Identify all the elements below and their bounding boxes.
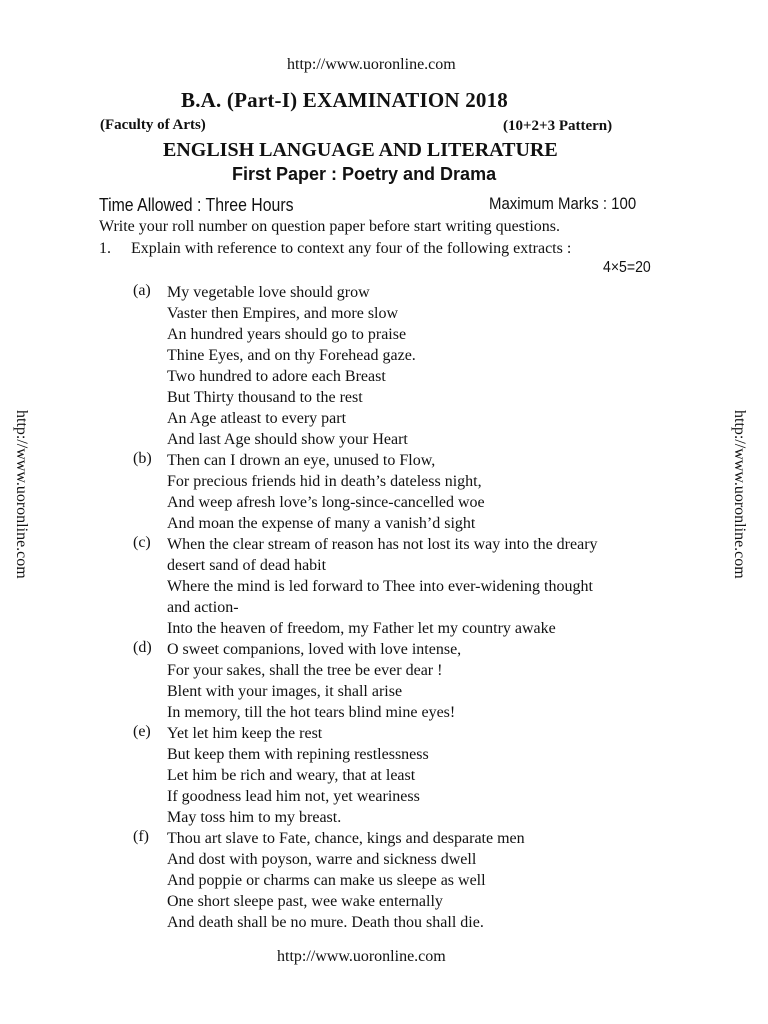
- question-text: Explain with reference to context any four of the following extracts :: [131, 240, 572, 257]
- extract-line: May toss him to my breast.: [167, 809, 342, 826]
- faculty-label: (Faculty of Arts): [100, 117, 206, 133]
- extract-line: desert sand of dead habit: [167, 557, 327, 574]
- extract-label: (f): [133, 828, 149, 845]
- extract-label: (d): [133, 639, 152, 656]
- instruction-text: Write your roll number on question paper before start writing questions.: [99, 218, 561, 235]
- time-allowed: Time Allowed : Three Hours: [99, 195, 294, 215]
- extract-line: And moan the expense of many a vanish’d sight: [167, 515, 476, 532]
- max-marks: Maximum Marks : 100: [489, 194, 637, 213]
- extract-line: Two hundred to adore each Breast: [167, 368, 386, 385]
- extract-d: [133, 639, 598, 723]
- extract-line: And death shall be no mure. Death thou shall die.: [167, 914, 484, 931]
- right-url-watermark: http://www.uoronline.com: [731, 410, 748, 579]
- left-url-watermark: http://www.uoronline.com: [13, 410, 30, 579]
- subject-title: ENGLISH LANGUAGE AND LITERATURE: [163, 139, 558, 161]
- extract-line: Thine Eyes, and on thy Forehead gaze.: [167, 347, 416, 364]
- extract-label: (c): [133, 534, 151, 551]
- extract-label: (b): [133, 450, 152, 467]
- extracts-list: [133, 282, 598, 933]
- exam-title: B.A. (Part-I) EXAMINATION 2018: [181, 88, 508, 112]
- extract-line: For your sakes, shall the tree be ever dear !: [167, 662, 443, 679]
- extract-line: And weep afresh love’s long-since-cancelled woe: [167, 494, 485, 511]
- extract-line: Into the heaven of freedom, my Father let my country awake: [167, 620, 556, 637]
- extract-line: If goodness lead him not, yet weariness: [167, 788, 420, 805]
- extract-line: One short sleepe past, wee wake enternally: [167, 893, 443, 910]
- question-marks: 4×5=20: [603, 259, 651, 276]
- extract-a: [133, 282, 598, 450]
- extract-line: Let him be rich and weary, that at least: [167, 767, 416, 784]
- extract-line: For precious friends hid in death’s dateless night,: [167, 473, 482, 490]
- extract-f: [133, 828, 598, 933]
- extract-line: My vegetable love should grow: [167, 284, 370, 301]
- bottom-url-watermark: http://www.uoronline.com: [277, 948, 446, 965]
- paper-title: First Paper : Poetry and Drama: [232, 164, 497, 184]
- extract-line: Where the mind is led forward to Thee into ever-widening thought: [167, 578, 593, 595]
- extract-line: But Thirty thousand to the rest: [167, 389, 363, 406]
- extract-line: And poppie or charms can make us sleepe as well: [167, 872, 486, 889]
- extract-line: Vaster then Empires, and more slow: [167, 305, 399, 322]
- extract-b: [133, 450, 598, 534]
- extract-line: An hundred years should go to praise: [167, 326, 407, 343]
- top-url-watermark: http://www.uoronline.com: [287, 56, 456, 73]
- extract-line: Then can I drown an eye, unused to Flow,: [167, 452, 436, 469]
- extract-line: Thou art slave to Fate, chance, kings and desparate men: [167, 830, 525, 847]
- extract-label: (e): [133, 723, 151, 740]
- extract-c: [133, 534, 598, 639]
- extract-line: Yet let him keep the rest: [167, 725, 323, 742]
- extract-line: And last Age should show your Heart: [167, 431, 408, 448]
- extract-label: (a): [133, 282, 151, 299]
- extract-line: and action-: [167, 599, 239, 616]
- pattern-label: (10+2+3 Pattern): [503, 118, 613, 134]
- extract-line: Blent with your images, it shall arise: [167, 683, 403, 700]
- extract-line: O sweet companions, loved with love intense,: [167, 641, 462, 658]
- question-number: 1.: [99, 240, 111, 257]
- extract-line: And dost with poyson, warre and sickness dwell: [167, 851, 477, 868]
- extract-line: When the clear stream of reason has not lost its way into the dreary: [167, 536, 598, 553]
- extract-e: [133, 723, 598, 828]
- extract-line: In memory, till the hot tears blind mine eyes!: [167, 704, 456, 721]
- extract-line: But keep them with repining restlessness: [167, 746, 429, 763]
- extract-line: An Age atleast to every part: [167, 410, 347, 427]
